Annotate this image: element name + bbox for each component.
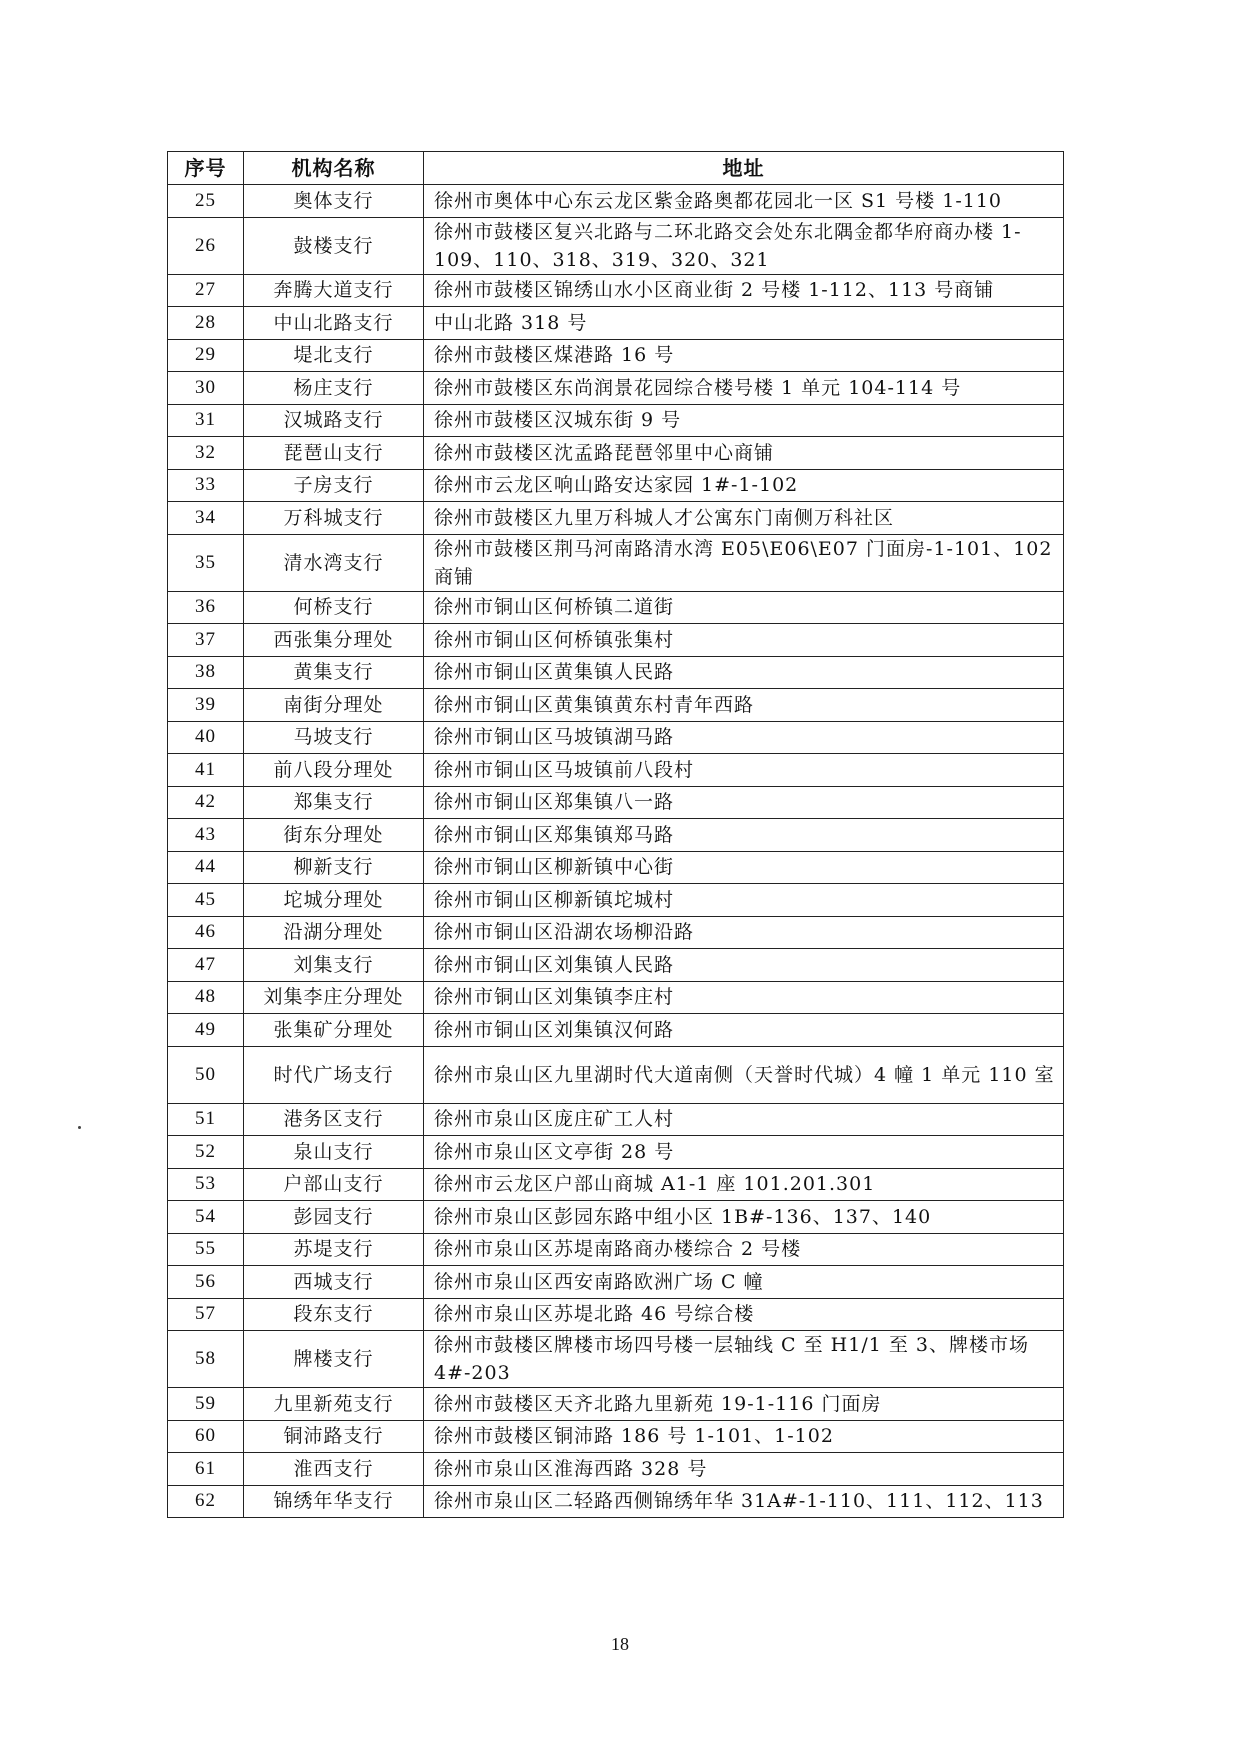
row-institution-name: 段东支行	[244, 1298, 424, 1331]
table-row	[168, 1485, 1064, 1518]
row-index: 60	[168, 1420, 244, 1453]
row-index: 51	[168, 1103, 244, 1136]
table-row	[168, 1046, 1064, 1103]
row-address: 徐州市铜山区柳新镇中心街	[424, 851, 1064, 884]
row-index: 57	[168, 1298, 244, 1331]
row-address: 徐州市云龙区户部山商城 A1-1 座 101.201.301	[424, 1168, 1064, 1201]
row-institution-name: 奥体支行	[244, 185, 424, 218]
table-row	[168, 851, 1064, 884]
row-institution-name: 港务区支行	[244, 1103, 424, 1136]
row-institution-name: 柳新支行	[244, 851, 424, 884]
row-index: 62	[168, 1485, 244, 1518]
row-index: 36	[168, 591, 244, 624]
row-institution-name: 马坡支行	[244, 721, 424, 754]
row-address: 徐州市泉山区庞庄矿工人村	[424, 1103, 1064, 1136]
row-index: 35	[168, 534, 244, 591]
table-row	[168, 884, 1064, 917]
row-index: 48	[168, 981, 244, 1014]
row-address: 徐州市泉山区二轻路西侧锦绣年华 31A#-1-110、111、112、113	[424, 1485, 1064, 1518]
table-row	[168, 1420, 1064, 1453]
row-index: 37	[168, 624, 244, 657]
table-row	[168, 185, 1064, 218]
row-index: 34	[168, 502, 244, 535]
table-row	[168, 502, 1064, 535]
row-index: 56	[168, 1266, 244, 1299]
row-address: 徐州市铜山区刘集镇人民路	[424, 949, 1064, 982]
row-institution-name: 郑集支行	[244, 786, 424, 819]
row-institution-name: 中山北路支行	[244, 307, 424, 340]
row-institution-name: 户部山支行	[244, 1168, 424, 1201]
table-row	[168, 372, 1064, 405]
table-row	[168, 1298, 1064, 1331]
row-index: 55	[168, 1233, 244, 1266]
row-address: 徐州市泉山区彭园东路中组小区 1B#-136、137、140	[424, 1201, 1064, 1234]
row-institution-name: 泉山支行	[244, 1136, 424, 1169]
row-address: 徐州市铜山区沿湖农场柳沿路	[424, 916, 1064, 949]
row-institution-name: 西张集分理处	[244, 624, 424, 657]
table-row	[168, 624, 1064, 657]
row-address: 徐州市鼓楼区九里万科城人才公寓东门南侧万科社区	[424, 502, 1064, 535]
row-index: 49	[168, 1014, 244, 1047]
row-institution-name: 淮西支行	[244, 1453, 424, 1486]
table-row	[168, 689, 1064, 722]
row-institution-name: 黄集支行	[244, 656, 424, 689]
row-institution-name: 时代广场支行	[244, 1046, 424, 1103]
table-row	[168, 404, 1064, 437]
row-institution-name: 奔腾大道支行	[244, 274, 424, 307]
row-institution-name: 张集矿分理处	[244, 1014, 424, 1047]
row-index: 39	[168, 689, 244, 722]
row-index: 59	[168, 1388, 244, 1421]
row-address: 徐州市铜山区刘集镇李庄村	[424, 981, 1064, 1014]
row-index: 53	[168, 1168, 244, 1201]
row-institution-name: 刘集支行	[244, 949, 424, 982]
table-row	[168, 754, 1064, 787]
row-institution-name: 南街分理处	[244, 689, 424, 722]
row-index: 50	[168, 1046, 244, 1103]
row-institution-name: 堤北支行	[244, 339, 424, 372]
table-row	[168, 437, 1064, 470]
row-address: 徐州市铜山区柳新镇坨城村	[424, 884, 1064, 917]
row-address: 徐州市泉山区淮海西路 328 号	[424, 1453, 1064, 1486]
page-number: 18	[611, 1634, 629, 1654]
row-index: 29	[168, 339, 244, 372]
row-institution-name: 沿湖分理处	[244, 916, 424, 949]
row-index: 40	[168, 721, 244, 754]
table-row	[168, 339, 1064, 372]
row-address: 徐州市铜山区郑集镇八一路	[424, 786, 1064, 819]
row-address: 徐州市铜山区郑集镇郑马路	[424, 819, 1064, 852]
row-address: 徐州市鼓楼区东尚润景花园综合楼号楼 1 单元 104-114 号	[424, 372, 1064, 405]
row-address: 徐州市铜山区刘集镇汉何路	[424, 1014, 1064, 1047]
row-address: 中山北路 318 号	[424, 307, 1064, 340]
row-institution-name: 万科城支行	[244, 502, 424, 535]
row-institution-name: 街东分理处	[244, 819, 424, 852]
row-institution-name: 琵琶山支行	[244, 437, 424, 470]
header-address: 地址	[424, 152, 1064, 185]
table-row	[168, 721, 1064, 754]
row-institution-name: 彭园支行	[244, 1201, 424, 1234]
row-index: 61	[168, 1453, 244, 1486]
table-row	[168, 1453, 1064, 1486]
row-address: 徐州市奥体中心东云龙区紫金路奥都花园北一区 S1 号楼 1-110	[424, 185, 1064, 218]
row-address: 徐州市鼓楼区沈孟路琵琶邻里中心商铺	[424, 437, 1064, 470]
row-institution-name: 刘集李庄分理处	[244, 981, 424, 1014]
row-address: 徐州市鼓楼区锦绣山水小区商业街 2 号楼 1-112、113 号商铺	[424, 274, 1064, 307]
row-address: 徐州市铜山区黄集镇人民路	[424, 656, 1064, 689]
table-body	[168, 185, 1064, 1518]
row-institution-name: 坨城分理处	[244, 884, 424, 917]
row-address: 徐州市鼓楼区复兴北路与二环北路交会处东北隅金都华府商办楼 1-109、110、318、319、320、321	[424, 217, 1064, 274]
row-institution-name: 苏堤支行	[244, 1233, 424, 1266]
row-address: 徐州市铜山区马坡镇湖马路	[424, 721, 1064, 754]
row-institution-name: 牌楼支行	[244, 1331, 424, 1388]
table-row	[168, 1103, 1064, 1136]
row-index: 33	[168, 469, 244, 502]
table-row	[168, 469, 1064, 502]
row-institution-name: 清水湾支行	[244, 534, 424, 591]
table-row	[168, 1266, 1064, 1299]
table-row	[168, 591, 1064, 624]
table-row	[168, 981, 1064, 1014]
row-institution-name: 杨庄支行	[244, 372, 424, 405]
scan-speck	[78, 1126, 81, 1129]
table-row	[168, 274, 1064, 307]
row-address: 徐州市泉山区西安南路欧洲广场 C 幢	[424, 1266, 1064, 1299]
table-header-row	[168, 152, 1064, 185]
row-index: 47	[168, 949, 244, 982]
row-index: 25	[168, 185, 244, 218]
table-row	[168, 534, 1064, 591]
row-index: 42	[168, 786, 244, 819]
row-index: 52	[168, 1136, 244, 1169]
row-index: 58	[168, 1331, 244, 1388]
row-address: 徐州市泉山区苏堤北路 46 号综合楼	[424, 1298, 1064, 1331]
table-row	[168, 1136, 1064, 1169]
row-institution-name: 何桥支行	[244, 591, 424, 624]
row-institution-name: 锦绣年华支行	[244, 1485, 424, 1518]
branch-address-table	[167, 151, 1064, 1518]
row-address: 徐州市铜山区何桥镇张集村	[424, 624, 1064, 657]
row-address: 徐州市鼓楼区汉城东街 9 号	[424, 404, 1064, 437]
row-institution-name: 西城支行	[244, 1266, 424, 1299]
row-institution-name: 子房支行	[244, 469, 424, 502]
table-row	[168, 307, 1064, 340]
row-institution-name: 铜沛路支行	[244, 1420, 424, 1453]
row-index: 28	[168, 307, 244, 340]
row-index: 38	[168, 656, 244, 689]
row-index: 41	[168, 754, 244, 787]
row-institution-name: 前八段分理处	[244, 754, 424, 787]
row-address: 徐州市泉山区九里湖时代大道南侧（天誉时代城）4 幢 1 单元 110 室	[424, 1046, 1064, 1103]
row-index: 30	[168, 372, 244, 405]
row-address: 徐州市泉山区苏堤南路商办楼综合 2 号楼	[424, 1233, 1064, 1266]
row-index: 44	[168, 851, 244, 884]
table-row	[168, 217, 1064, 274]
row-index: 32	[168, 437, 244, 470]
table-row	[168, 1168, 1064, 1201]
table-row	[168, 1388, 1064, 1421]
row-institution-name: 汉城路支行	[244, 404, 424, 437]
row-address: 徐州市鼓楼区牌楼市场四号楼一层轴线 C 至 H1/1 至 3、牌楼市场 4#-203	[424, 1331, 1064, 1388]
row-index: 46	[168, 916, 244, 949]
table-row	[168, 1331, 1064, 1388]
header-index: 序号	[168, 152, 244, 185]
table-row	[168, 1201, 1064, 1234]
row-address: 徐州市铜山区黄集镇黄东村青年西路	[424, 689, 1064, 722]
table-row	[168, 1233, 1064, 1266]
row-address: 徐州市鼓楼区荆马河南路清水湾 E05\E06\E07 门面房-1-101、102 商铺	[424, 534, 1064, 591]
table-row	[168, 656, 1064, 689]
header-institution-name: 机构名称	[244, 152, 424, 185]
table-row	[168, 916, 1064, 949]
row-index: 45	[168, 884, 244, 917]
table-row	[168, 819, 1064, 852]
row-address: 徐州市鼓楼区天齐北路九里新苑 19-1-116 门面房	[424, 1388, 1064, 1421]
row-address: 徐州市铜山区何桥镇二道街	[424, 591, 1064, 624]
row-address: 徐州市铜山区马坡镇前八段村	[424, 754, 1064, 787]
row-index: 43	[168, 819, 244, 852]
row-address: 徐州市鼓楼区铜沛路 186 号 1-101、1-102	[424, 1420, 1064, 1453]
row-index: 26	[168, 217, 244, 274]
table-row	[168, 786, 1064, 819]
row-index: 27	[168, 274, 244, 307]
table-row	[168, 1014, 1064, 1047]
row-institution-name: 九里新苑支行	[244, 1388, 424, 1421]
row-address: 徐州市鼓楼区煤港路 16 号	[424, 339, 1064, 372]
row-institution-name: 鼓楼支行	[244, 217, 424, 274]
row-address: 徐州市云龙区响山路安达家园 1#-1-102	[424, 469, 1064, 502]
row-index: 54	[168, 1201, 244, 1234]
table-row	[168, 949, 1064, 982]
row-index: 31	[168, 404, 244, 437]
row-address: 徐州市泉山区文亭街 28 号	[424, 1136, 1064, 1169]
